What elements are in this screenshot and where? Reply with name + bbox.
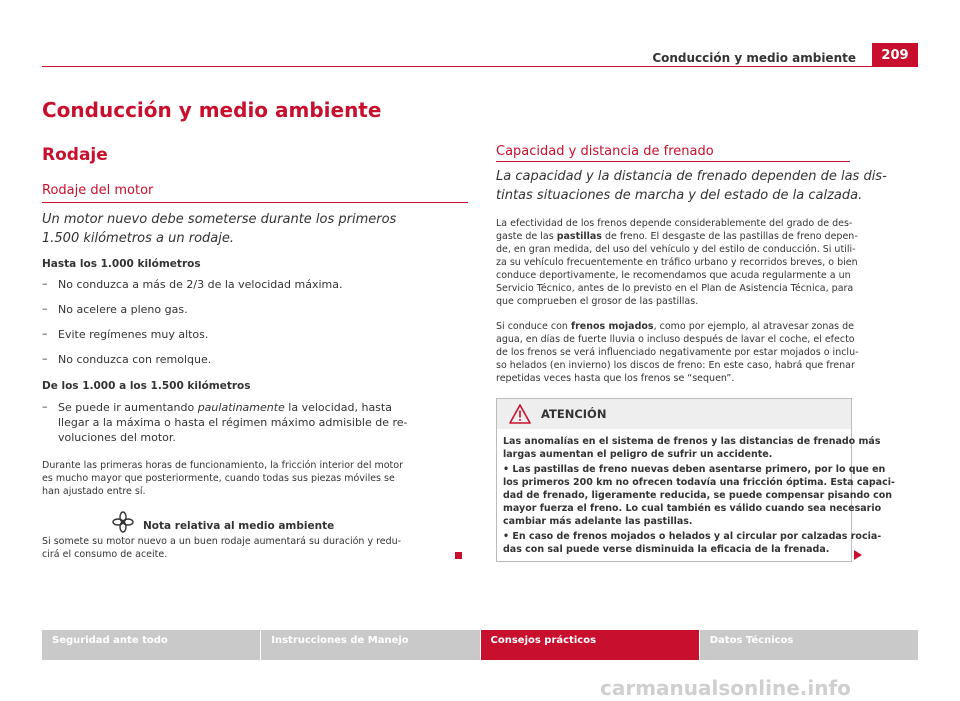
paragraph-pastillas: La efectividad de los frenos depende considerablemente del grado de des- gaste de las pastillas de freno. El desgaste de las pastillas de freno depen- de, en gran medida, del uso del vehículo y del estilo de conducción. Si utili- za su vehículo frecuentemente en tráfico urbano y recorridos breves, o bien conduce deportivamente, le recomendamos que acuda regularmente a un Servicio Técnico, antes de lo previsto en el Plan de Asistencia Técnica, para que comprueben el grosor de las pastillas. xyxy=(496,218,858,307)
section-heading-rodaje: Rodaje xyxy=(42,145,108,165)
leaf-icon xyxy=(112,511,134,533)
page-title: Conducción y medio ambiente xyxy=(42,98,382,122)
warning-box xyxy=(496,398,895,562)
paragraph-friction: Durante las primeras horas de funcionamiento, la fricción interior del motor es mucho mayor que posteriormente, cuando todas sus piezas móviles se han ajustado entre sí. xyxy=(42,460,404,497)
environment-note-title: Nota relativa al medio ambiente xyxy=(143,520,335,532)
lead-text: La capacidad y la distancia de frenado dependen de las dis- tintas situaciones de marcha y del estado de la calzada. xyxy=(496,169,887,203)
section-title-rodaje-motor: Rodaje del motor xyxy=(42,183,154,198)
footer-tab-consejos[interactable]: Consejos prácticos xyxy=(481,630,699,660)
section-title-frenado: Capacidad y distancia de frenado xyxy=(496,144,714,159)
footer-tab-datos[interactable]: Datos Técnicos xyxy=(700,630,918,660)
header-divider xyxy=(42,66,918,67)
subheading-1000km: Hasta los 1.000 kilómetros xyxy=(42,258,201,270)
warning-text: Las anomalías en el sistema de frenos y las distancias de frenado más largas aumentan el peligro de sufrir un accidente. • Las pastillas de freno nuevas deben asentarse primero, por lo que en los primeros 200 km no ofrecen todavía una fricción óptima. Esta capaci- dad de frenado, ligeramente reducida, se puede compensar pisando con mayor fuerza el freno. Lo cual también es válido cuando sea necesario cambiar más adelante las pastillas. • En caso de frenos mojados o helados y al circular por calzadas rocia- das con sal puede verse disminuida la eficacia de la frenada. xyxy=(503,436,895,555)
footer-tab-instrucciones[interactable]: Instrucciones de Manejo xyxy=(261,630,479,660)
subheading-1500km: De los 1.000 a los 1.500 kilómetros xyxy=(42,380,251,392)
section-rule xyxy=(496,161,850,162)
paragraph-frenos-mojados: Si conduce con frenos mojados, como por ejemplo, al atravesar zonas de agua, en días de fuerte lluvia o incluso después de lavar el coche, el efecto de los frenos se verá influenciado negativamente por estar mojados o inclu- so helados (en invierno) los discos de freno: En este caso, habrá que frenar repetidas veces hasta que los frenos se “sequen”. xyxy=(496,321,859,384)
end-marker xyxy=(455,552,462,559)
warning-title: ATENCIÓN xyxy=(541,407,607,421)
footer-tab-seguridad[interactable]: Seguridad ante todo xyxy=(42,630,260,660)
list-item: – Se puede ir aumentando paulatinamente la velocidad, hasta llegar a la máxima o hasta el régimen máximo admisible de re- voluciones del motor. xyxy=(42,400,408,444)
header-title: Conducción y medio ambiente xyxy=(652,51,856,65)
warning-triangle-icon xyxy=(509,404,531,424)
lead-text: Un motor nuevo debe someterse durante los primeros 1.500 kilómetros a un rodaje. xyxy=(42,212,397,246)
continue-arrow-icon xyxy=(854,545,862,555)
environment-note-text: Si somete su motor nuevo a un buen rodaje aumentará su duración y redu- cirá el consumo de aceite. xyxy=(42,536,402,560)
watermark: carmanualsonline.info xyxy=(600,676,851,700)
section-rule xyxy=(42,202,468,203)
footer-nav xyxy=(42,630,918,660)
page-number: 209 xyxy=(872,43,918,66)
